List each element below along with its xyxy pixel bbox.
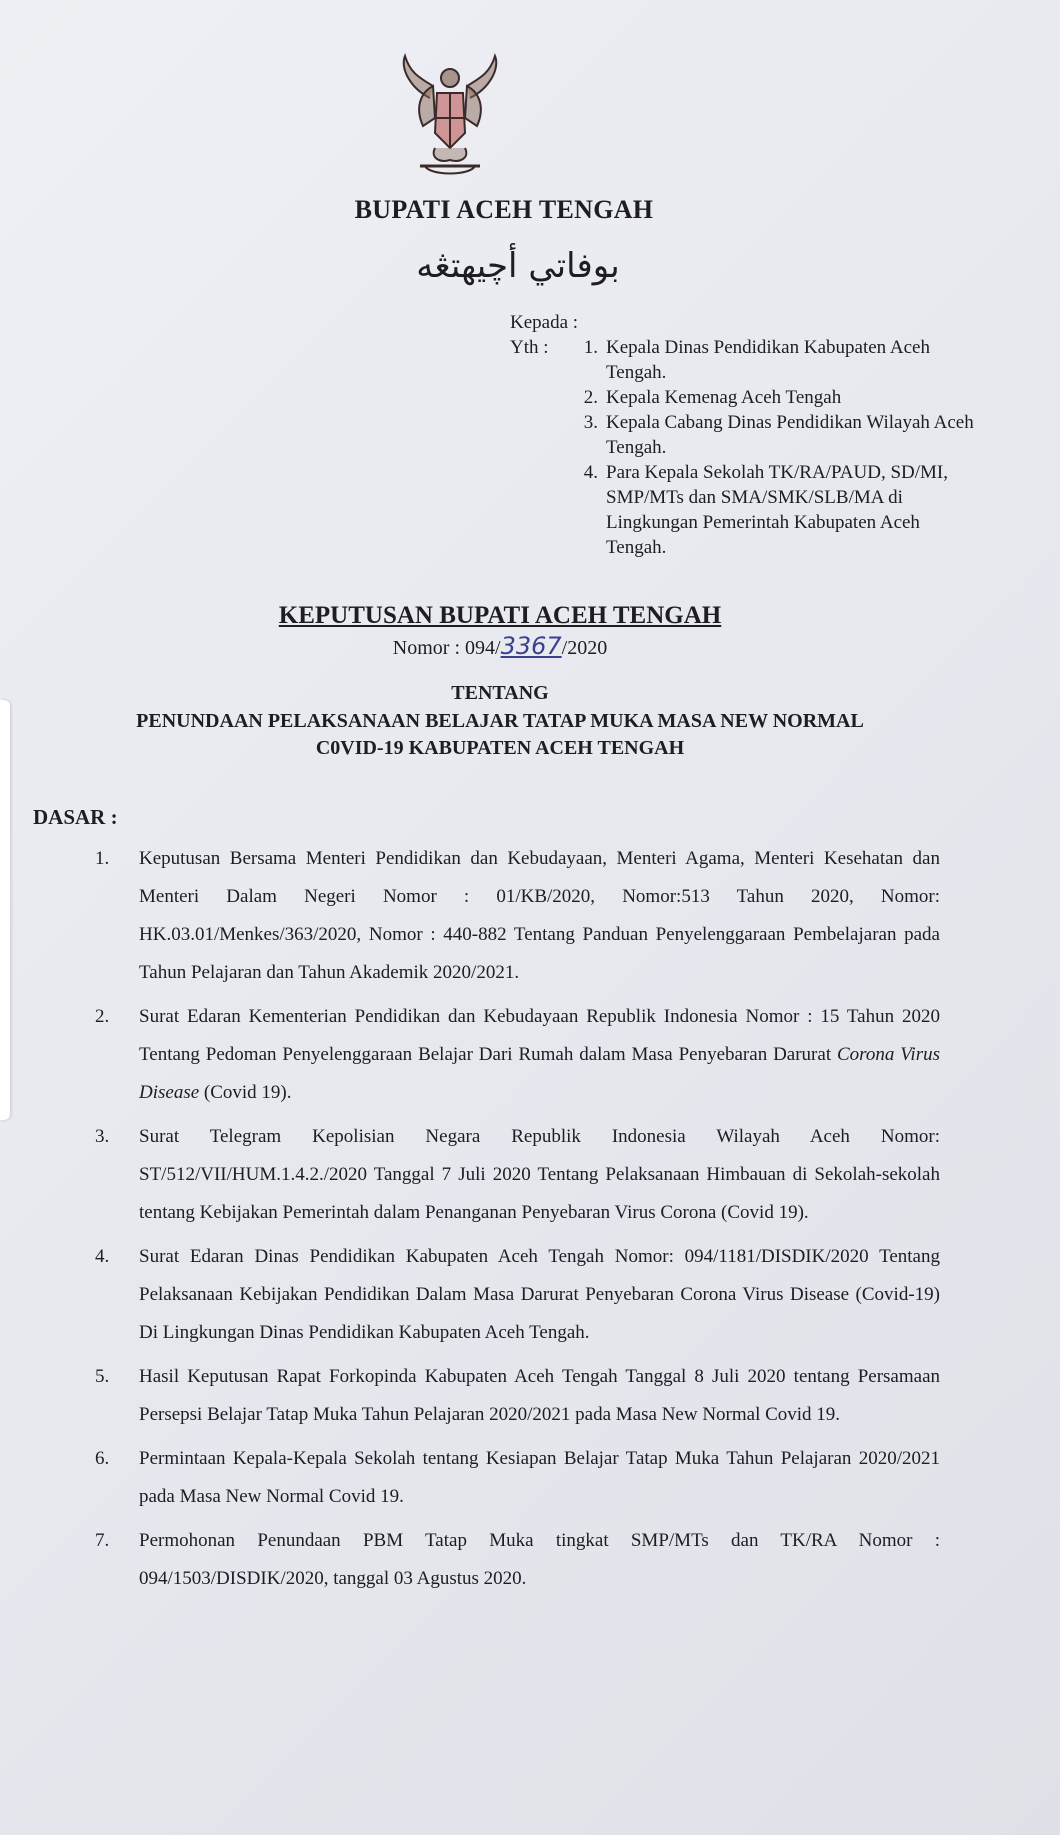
list-item-number: 2.	[583, 387, 598, 408]
recipients-list	[566, 335, 980, 560]
screen-edge-tab[interactable]	[0, 700, 10, 1120]
list-item-number: 3.	[95, 1126, 110, 1147]
list-item-text: Surat Edaran Dinas Pendidikan Kabupaten Aceh Tengah Nomor: 094/1181/DISDIK/2020 Tentang Pelaksanaan Kebijakan Pendidikan Dalam Masa Darurat Penyebaran Corona Virus Disease (Covid-19) Di Lingkungan Dinas Pendidikan Kabupaten Aceh Tengah.	[139, 1246, 940, 1343]
list-item-text: Kepala Kemenag Aceh Tengah	[606, 387, 842, 408]
list-item-text	[139, 998, 940, 1112]
list-item	[95, 1238, 940, 1352]
list-item-number: 7.	[95, 1530, 110, 1551]
list-item	[566, 460, 980, 560]
org-title: BUPATI ACEH TENGAH	[354, 195, 654, 224]
recipients-label: Kepada :	[510, 312, 579, 333]
list-item-text-italic: Corona Virus Disease	[139, 1044, 940, 1103]
list-item-text: Kepala Dinas Pendidikan Kabupaten Aceh Tengah.	[606, 337, 930, 383]
list-item-text: Kepala Cabang Dinas Pendidikan Wilayah Aceh Tengah.	[606, 412, 974, 458]
list-item-number: 6.	[95, 1448, 110, 1469]
list-item-number: 4.	[95, 1246, 110, 1267]
decree-subject-line: PENUNDAAN PELAKSANAAN BELAJAR TATAP MUKA MASA NEW NORMAL	[136, 710, 864, 732]
list-item-text: Permohonan Penundaan PBM Tatap Muka tingkat SMP/MTs dan TK/RA Nomor : 094/1503/DISDIK/2020, tanggal 03 Agustus 2020.	[139, 1530, 940, 1589]
list-item-text: Surat Telegram Kepolisian Negara Republik Indonesia Wilayah Aceh Nomor: ST/512/VII/HUM.1.4.2./2020 Tanggal 7 Juli 2020 Tentang Pelaksanaan Himbauan di Sekolah-sekolah tentang Kebijakan Pemerintah dalam Penanganan Penyebaran Virus Corona (Covid 19).	[139, 1126, 940, 1223]
decree-title: KEPUTUSAN BUPATI ACEH TENGAH	[278, 602, 722, 629]
decree-number-handwritten: 3367	[500, 632, 562, 660]
list-item-text: Para Kepala Sekolah TK/RA/PAUD, SD/MI, SMP/MTs dan SMA/SMK/SLB/MA di Lingkungan Pemerintah Kabupaten Aceh Tengah.	[606, 462, 948, 558]
list-item	[95, 1358, 940, 1434]
list-item	[95, 1522, 940, 1598]
list-item	[566, 385, 980, 410]
list-item-number: 4.	[583, 462, 598, 483]
decree-number-suffix: /2020	[561, 637, 608, 659]
list-item	[566, 410, 980, 460]
decree-subject	[0, 708, 1000, 762]
list-item	[95, 998, 940, 1112]
list-item-text: Keputusan Bersama Menteri Pendidikan dan Kebudayaan, Menteri Agama, Menteri Kesehatan dan Menteri Dalam Negeri Nomor : 01/KB/2020, Nomor:513 Tahun 2020, Nomor: HK.03.01/Menkes/363/2020, Nomor : 440-882 Tentang Panduan Penyelenggaraan Pembelajaran pada Tahun Pelajaran dan Tahun Akademik 2020/2021.	[139, 848, 940, 983]
decree-number-prefix: Nomor : 094/	[392, 637, 501, 659]
about-heading: TENTANG	[451, 682, 549, 704]
dasar-list	[95, 840, 940, 1604]
list-item	[95, 1440, 940, 1516]
list-item	[566, 335, 980, 385]
decree-subject-line: C0VID-19 KABUPATEN ACEH TENGAH	[315, 737, 685, 759]
list-item-number: 3.	[583, 412, 598, 433]
recipients-block	[510, 310, 980, 560]
list-item-number: 1.	[95, 848, 110, 869]
list-item	[95, 1118, 940, 1232]
list-item-text-part: (Covid 19).	[199, 1082, 292, 1103]
decree-number	[0, 632, 1000, 660]
jawi-title: بوفاتي أچيهتڠه	[416, 246, 620, 286]
list-item-text: Hasil Keputusan Rapat Forkopinda Kabupaten Aceh Tengah Tanggal 8 Juli 2020 tentang Persamaan Persepsi Belajar Tatap Muka Tahun Pelajaran 2020/2021 pada Masa New Normal Covid 19.	[139, 1366, 940, 1425]
list-item-number: 5.	[95, 1366, 110, 1387]
list-item-number: 1.	[583, 337, 598, 358]
dasar-heading: DASAR :	[33, 805, 118, 829]
yth-label: Yth :	[510, 337, 549, 358]
list-item-number: 2.	[95, 1006, 110, 1027]
garuda-emblem-icon	[375, 48, 525, 188]
list-item	[95, 840, 940, 992]
list-item-text-part: Surat Edaran Kementerian Pendidikan dan Kebudayaan Republik Indonesia Nomor : 15 Tahun 2020 Tentang Pedoman Penyelenggaraan Belajar Dari Rumah dalam Masa Penyebaran Darurat	[139, 1006, 940, 1065]
list-item-text: Permintaan Kepala-Kepala Sekolah tentang Kesiapan Belajar Tatap Muka Tahun Pelajaran 2020/2021 pada Masa New Normal Covid 19.	[139, 1448, 940, 1507]
